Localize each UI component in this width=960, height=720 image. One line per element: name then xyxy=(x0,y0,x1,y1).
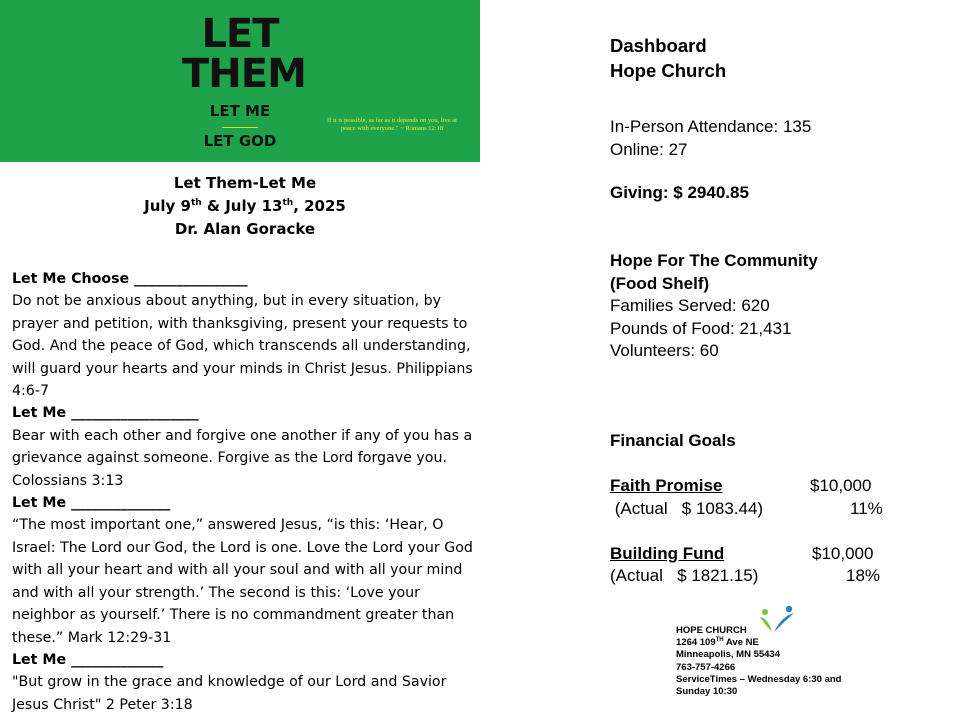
banner-quote: If it is possible, as far as it depends on you, live at peace with everyone." ~ Romans 12:18 xyxy=(327,117,457,132)
banner-line-let-god: LET GOD xyxy=(203,132,277,150)
sermon-speaker: Dr. Alan Goracke xyxy=(174,220,316,238)
financial-title: Financial Goals xyxy=(610,431,736,450)
building-fund-actual: (Actual $ 1821.15) xyxy=(610,566,759,585)
note-text: "But grow in the grace and knowledge of our Lord and Savior Jesus Christ" 2 Peter 3:18 xyxy=(12,674,447,713)
footer-church-name: HOPE CHURCH xyxy=(676,625,747,636)
sermon-title: Let Them-Let Me xyxy=(173,174,317,192)
pounds-of-food: Pounds of Food: 21,431 xyxy=(610,318,792,338)
note-heading: Let Me _____________ xyxy=(12,651,164,668)
banner-line-let-me: LET ME xyxy=(209,102,271,120)
footer-city: Minneapolis, MN 55434 xyxy=(676,649,781,661)
note-text: “The most important one,” answered Jesus, “is this: ‘Hear, O Israel: The Lord our God, the Lord is one. Love the Lord your God with all your heart and with all your soul and with all your mind and with all your strength.’ The second is this: ‘Love your neighbor as yourself.’ There is no commandment greater than these.” Mark 12:29-31 xyxy=(12,517,473,646)
building-fund-row xyxy=(610,543,950,566)
note-heading: Let Me Choose ________________ xyxy=(12,271,248,287)
community-title: Hope For The Community xyxy=(610,251,818,270)
faith-promise-percent: 11% xyxy=(850,498,883,518)
banner-line-let: LET xyxy=(201,11,279,57)
sermon-notes xyxy=(12,268,482,716)
footer-service-times-2: Sunday 10:30 xyxy=(676,686,738,698)
giving-total: Giving: $ 2940.85 xyxy=(610,183,749,202)
banner-line-them: THEM xyxy=(182,51,306,97)
attendance-online: Online: 27 xyxy=(610,139,688,159)
attendance-block xyxy=(610,116,950,161)
building-fund-goal: $10,000 xyxy=(812,543,874,563)
sermon-date: July 9th & July 13th, 2025 xyxy=(144,197,346,215)
families-served: Families Served: 620 xyxy=(610,296,770,315)
church-name: Hope Church xyxy=(610,60,727,81)
volunteers: Volunteers: 60 xyxy=(610,341,719,360)
note-text: Bear with each other and forgive one another if any of you has a grievance against someone. Forgive as the Lord forgave you. Colossians 3:13 xyxy=(12,427,473,489)
dashboard-title: Dashboard xyxy=(610,35,707,56)
building-fund-percent: 18% xyxy=(846,566,881,585)
note-text: Do not be anxious about anything, but in every situation, by prayer and petition, with thanksgiving, present your requests to God. And the peace of God, which transcends all understanding, will guard your hearts and your minds in Christ Jesus. Philippians 4:6-7 xyxy=(12,293,473,400)
banner-divider xyxy=(222,127,258,128)
footer-address: 1264 109TH Ave NE xyxy=(676,637,759,649)
faith-promise-actual: (Actual $ 1083.44) xyxy=(610,498,764,518)
faith-promise-row xyxy=(610,475,950,498)
faith-promise-label: Faith Promise xyxy=(610,476,723,495)
footer-service-times: ServiceTimes – Wednesday 6:30 and xyxy=(676,673,842,685)
dashboard-header xyxy=(610,33,950,83)
sermon-heading xyxy=(0,172,490,241)
sermon-banner xyxy=(0,0,480,162)
building-fund-label: Building Fund xyxy=(610,543,725,563)
community-block xyxy=(610,250,950,363)
church-contact xyxy=(676,625,946,698)
attendance-in-person: In-Person Attendance: 135 xyxy=(610,117,812,136)
logo-blue-dot xyxy=(786,606,792,612)
community-subtitle: (Food Shelf) xyxy=(610,273,710,293)
financial-goals xyxy=(610,430,950,588)
faith-promise-actual-row xyxy=(610,498,950,521)
building-fund-actual-row xyxy=(610,565,950,588)
note-heading: Let Me __________________ xyxy=(12,405,199,422)
faith-promise-goal: $10,000 xyxy=(810,476,872,495)
logo-green-dot xyxy=(762,609,768,615)
footer-phone: 763-757-4266 xyxy=(676,661,736,673)
note-heading: Let Me ______________ xyxy=(12,495,171,512)
